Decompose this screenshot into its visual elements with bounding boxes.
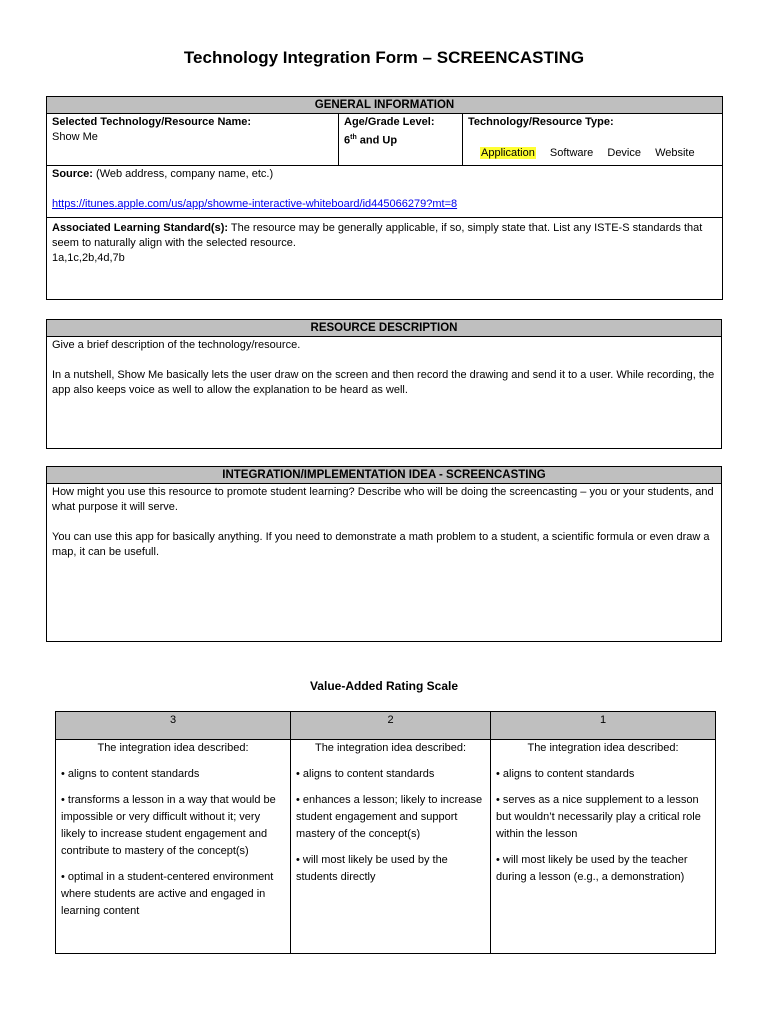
type-option-software[interactable]: Software <box>549 147 594 159</box>
rating-bullet: • optimal in a student-centered environment where students are active and engaged in learning content <box>61 871 274 917</box>
rating-bullet: • aligns to content standards <box>496 768 635 780</box>
age-grade-value: 6th and Up <box>344 134 398 147</box>
integration-idea-cell <box>47 484 722 642</box>
resource-description-cell <box>47 337 722 449</box>
page-title: Technology Integration Form – SCREENCASTING <box>183 48 585 67</box>
rating-column-3 <box>56 740 291 954</box>
standards-value: 1a,1c,2b,4d,7b <box>52 252 125 264</box>
rating-bullet: • aligns to content standards <box>296 768 435 780</box>
standards-label: Associated Learning Standard(s): <box>52 222 229 234</box>
type-option-application[interactable]: Application <box>481 147 535 159</box>
general-information-table <box>46 96 723 300</box>
rating-bullet: • transforms a lesson in a way that would be impossible or very difficult without it; very likely to increase student engagement and contribute to mastery of the concept(s) <box>61 794 276 857</box>
rating-bullet: • will most likely be used by the students directly <box>296 854 448 883</box>
integration-idea-prompt: How might you use this resource to promote student learning? Describe who will be doing the screencasting – you or your students, and what purpose it will serve. <box>52 486 714 513</box>
rating-score-3: 3 <box>56 712 291 740</box>
standards-hint: The resource may be generally applicable, if so, simply state that. List any ISTE-S standards that seem to naturally align with the selected resource. <box>52 222 703 249</box>
source-hint: (Web address, company name, etc.) <box>92 168 274 180</box>
rating-scale-table <box>55 711 716 954</box>
rating-score-1: 1 <box>491 712 716 740</box>
rating-column-1 <box>491 740 716 954</box>
type-option-device[interactable]: Device <box>607 147 641 159</box>
general-information-header: GENERAL INFORMATION <box>47 97 723 114</box>
integration-idea-table <box>46 466 722 642</box>
rating-column-2 <box>291 740 491 954</box>
rating-intro: The integration idea described: <box>97 742 249 754</box>
rating-intro: The integration idea described: <box>314 742 467 754</box>
source-link[interactable]: https://itunes.apple.com/us/app/showme-interactive-whiteboard/id445066279?mt=8 <box>52 198 458 210</box>
resource-description-body: In a nutshell, Show Me basically lets the user draw on the screen and then record the drawing and send it to a user. While recording, the app also keeps voice as well to allow the explanation to be heard as well. <box>52 369 715 396</box>
standards-cell <box>47 218 723 300</box>
resource-name-value: Show Me <box>52 131 98 143</box>
resource-name-label: Selected Technology/Resource Name: <box>52 116 252 128</box>
source-label: Source: <box>52 168 93 180</box>
resource-type-cell <box>463 114 723 166</box>
age-grade-cell <box>339 114 463 166</box>
rating-bullet: • enhances a lesson; likely to increase student engagement and support mastery of the concept(s) <box>296 794 483 840</box>
resource-type-label: Technology/Resource Type: <box>468 116 614 128</box>
rating-bullet: • aligns to content standards <box>61 768 200 780</box>
rating-bullet: • serves as a nice supplement to a lesson but wouldn’t necessarily play a critical role within the lesson <box>496 794 701 840</box>
resource-description-prompt: Give a brief description of the technology/resource. <box>52 339 301 351</box>
source-cell <box>47 166 723 218</box>
resource-description-table <box>46 319 722 449</box>
rating-intro: The integration idea described: <box>527 742 679 754</box>
integration-idea-header: INTEGRATION/IMPLEMENTATION IDEA - SCREENCASTING <box>47 467 722 484</box>
resource-description-header: RESOURCE DESCRIPTION <box>47 320 722 337</box>
type-option-website[interactable]: Website <box>655 147 695 159</box>
rating-scale-title: Value-Added Rating Scale <box>309 679 459 693</box>
rating-bullet: • will most likely be used by the teacher during a lesson (e.g., a demonstration) <box>496 854 688 883</box>
rating-score-2: 2 <box>291 712 491 740</box>
resource-type-options <box>468 146 717 161</box>
integration-idea-body: You can use this app for basically anything. If you need to demonstrate a math problem to a student, a scientific formula or even draw a map, it can be usefull. <box>52 531 710 558</box>
age-grade-label: Age/Grade Level: <box>344 116 435 128</box>
resource-name-cell <box>47 114 339 166</box>
